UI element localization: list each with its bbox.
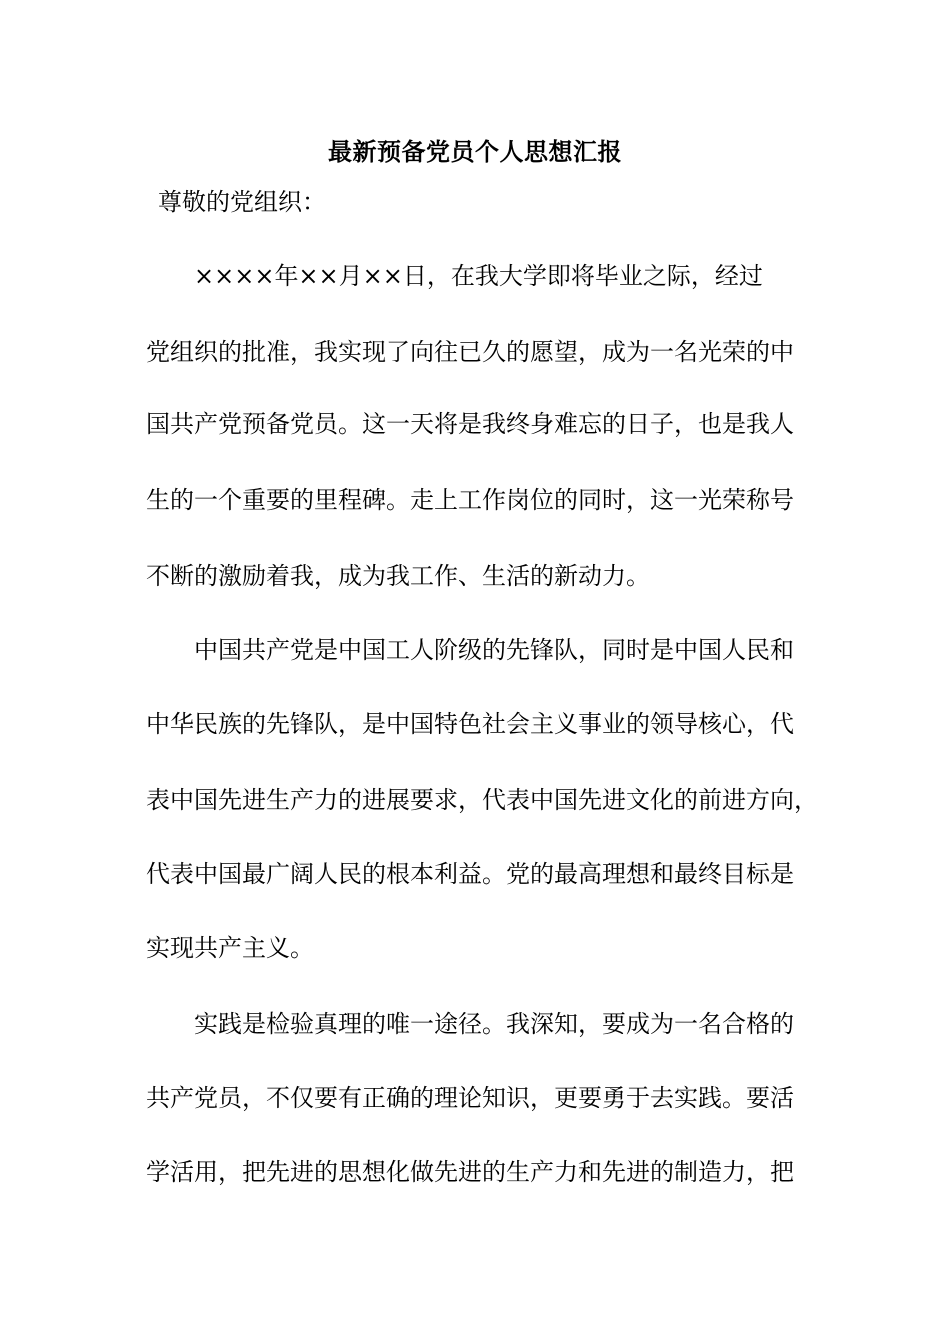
paragraph-3-line-3: 学活用，把先进的思想化做先进的生产力和先进的制造力，把: [146, 1158, 794, 1186]
paragraph-1-line-5: 不断的激励着我，成为我工作、生活的新动力。: [146, 562, 650, 590]
salutation: 尊敬的党组织：: [158, 188, 326, 216]
paragraph-2-line-2: 中华民族的先锋队，是中国特色社会主义事业的领导核心，代: [146, 710, 794, 738]
paragraph-2-line-5: 实现共产主义。: [146, 934, 314, 962]
paragraph-1-line-3: 国共产党预备党员。这一天将是我终身难忘的日子，也是我人: [146, 410, 794, 438]
paragraph-1-line-4: 生的一个重要的里程碑。走上工作岗位的同时，这一光荣称号: [146, 486, 794, 514]
paragraph-2-line-4: 代表中国最广阔人民的根本利益。党的最高理想和最终目标是: [146, 860, 794, 888]
paragraph-1-line-1: ××××年××月××日，在我大学即将毕业之际，经过: [194, 262, 763, 290]
paragraph-1-line-2: 党组织的批准，我实现了向往已久的愿望，成为一名光荣的中: [146, 338, 794, 366]
document-title: 最新预备党员个人思想汇报: [328, 137, 622, 166]
paragraph-3-line-2: 共产党员，不仅要有正确的理论知识，更要勇于去实践。要活: [146, 1084, 794, 1112]
paragraph-2-line-1: 中国共产党是中国工人阶级的先锋队，同时是中国人民和: [194, 636, 794, 664]
paragraph-2-line-3: 表中国先进生产力的进展要求，代表中国先进文化的前进方向，: [146, 786, 818, 814]
paragraph-3-line-1: 实践是检验真理的唯一途径。我深知，要成为一名合格的: [194, 1010, 794, 1038]
